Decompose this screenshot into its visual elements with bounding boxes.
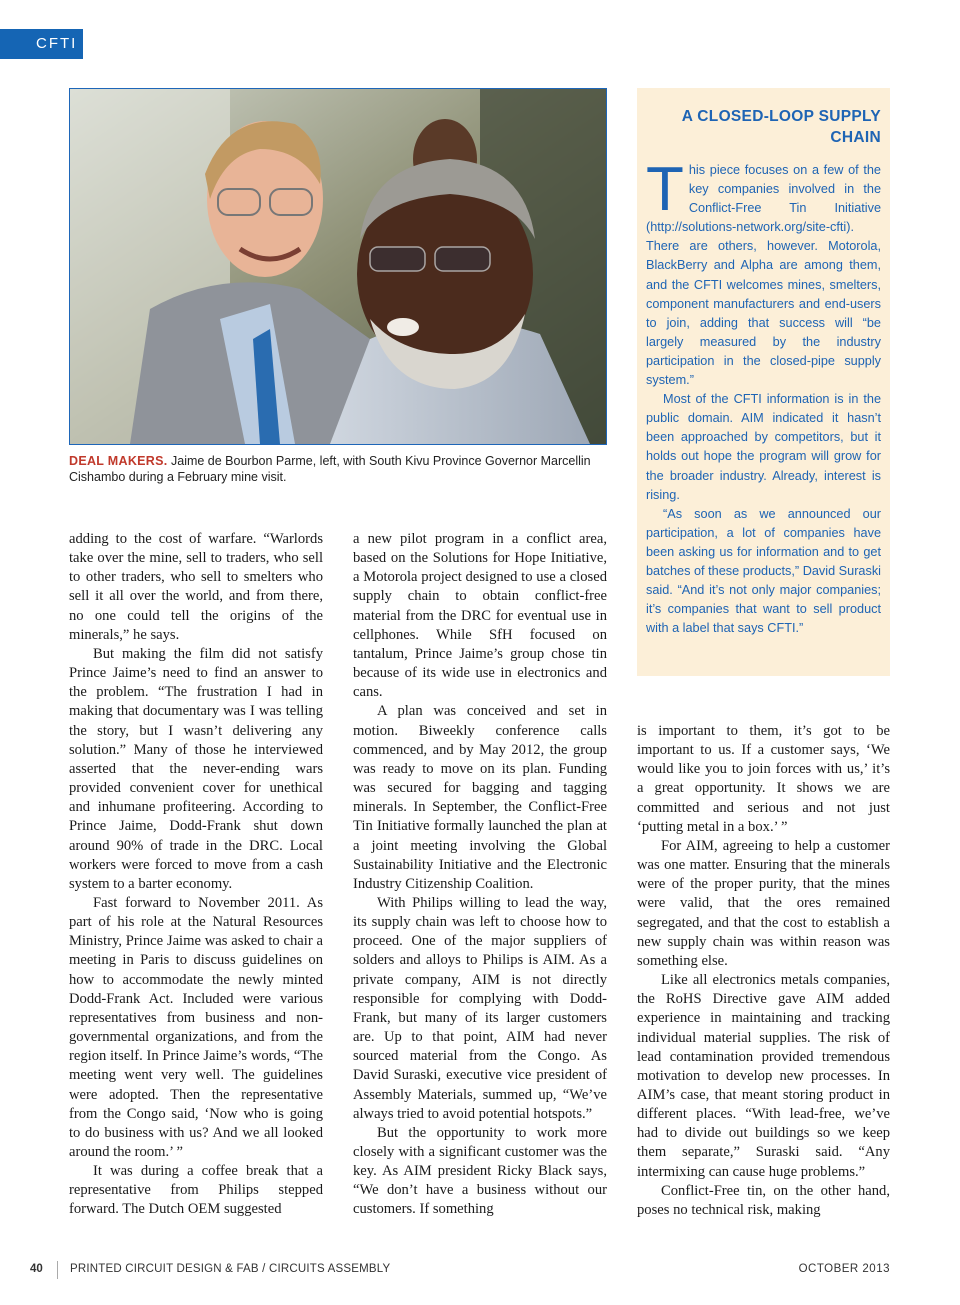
section-tag: CFTI: [0, 29, 83, 59]
sidebar-paragraph: Most of the CFTI information is in the public domain. AIM indicated it hasn’t been approached by competitors, but it holds out hope the program will grow for the broader industry. Already, interest is rising.: [646, 392, 881, 502]
photo-illustration: [70, 89, 606, 444]
sidebar-title: A CLOSED-LOOP SUPPLY CHAIN: [681, 108, 881, 146]
caption-text: Jaime de Bourbon Parme, left, with South Kivu Province Governor Marcellin Cishambo during a February mine visit.: [69, 454, 591, 484]
paragraph: With Philips willing to lead the way, its supply chain was left to choose how to proceed. One of the major suppliers of solders and alloys to Philips is AIM. As a private company, AIM is not directly responsible for complying with Dodd-Frank, but many of its larger customers are. Up to that point, AIM had never sourced material from the Congo. As David Suraski, executive vice president of Assembly Materials, summed up, “We’ve always tried to avoid potential hotspots.”: [353, 894, 607, 1122]
sidebar-paragraph-text: his piece focuses on a few of the key companies involved in the Conflict-Free Tin Initiative (http://solutions-network.org/site-cfti). There are others, however. Motorola, BlackBerry and Alpha are among them, and the CFTI welcomes mines, smelters, component manufacturers and end-users to join, adding that success will “be largely measured by the industry participation in the closed-pipe supply system.”: [646, 163, 881, 388]
sidebar-paragraph: [646, 155, 881, 390]
article-column-1: [69, 530, 323, 1220]
paragraph: Fast forward to November 2011. As part of his role at the Natural Resources Ministry, Prince Jaime was asked to chair a meeting in Paris to discuss guidelines on how to accommodate the newly minted Dodd-Frank Act. Included were various representatives from business and non-governmental organizations, and from the region itself. In Prince Jaime’s words, “The meeting went very well. The guidelines were adopted. Then the representative from the Congo said, ‘Now who is going to do business with us? And we all looked around the room.’ ”: [69, 894, 323, 1160]
page-number: 40: [30, 1263, 43, 1275]
paragraph: is important to them, it’s got to be important to us. If a customer says, ‘We would like you to join forces with us,’ it’s a great opportunity. It shows we are committed and serious and not just ‘putting metal in a box.’ ”: [637, 723, 890, 835]
photo-caption: [69, 453, 599, 485]
publication-name: PRINTED CIRCUIT DESIGN & FAB / CIRCUITS ASSEMBLY: [70, 1263, 391, 1275]
sidebar-box: [637, 88, 890, 676]
paragraph: But making the film did not satisfy Prince Jaime’s need to find an answer to the problem. “The frustration I had in making that documentary was I was telling the story, but I wasn’t delivering any solution.” Many of those he interviewed asserted that the never-ending wars provided convenient cover for unethical and inhumane profiteering. According to Prince Jaime, Dodd-Frank shut down around 90% of trade in the DRC. Local workers were forced to move from a cash system to a barter economy.: [69, 645, 323, 892]
article-column-2: [353, 530, 607, 1220]
issue-date: OCTOBER 2013: [798, 1263, 890, 1275]
paragraph: It was during a coffee break that a representative from Philips stepped forward. The Dutch OEM suggested: [69, 1163, 323, 1218]
drop-cap: T: [646, 155, 684, 224]
sidebar-body: [646, 155, 881, 638]
paragraph: Like all electronics metals companies, the RoHS Directive gave AIM added experience in maintaining and tracking individual material supplies. The risk of lead contamination provided tremendous motivation to develop new processes. In AIM’s case, that meant storing product in different places. “With lead-free, we’ve had to divide out buildings so we keep them separate,” Suraski said. “Any intermixing can cause huge problems.”: [637, 972, 890, 1180]
caption-lead: DEAL MAKERS.: [69, 454, 168, 468]
sidebar-paragraph: “As soon as we announced our participation, a lot of companies have been asking us for information and to get batches of these products,” David Suraski said. “And it’s not only major companies; it’s companies that want to sell product with a label that says CFTI.”: [646, 506, 881, 636]
paragraph: a new pilot program in a conflict area, based on the Solutions for Hope Initiative, a Motorola project designed to use a closed supply chain to obtain conflict-free material from the DRC for eventual use in cellphones. While SfH focused on tantalum, Prince Jaime’s group chose tin because of its wide use in electronics and cans.: [353, 531, 607, 701]
paragraph: But the opportunity to work more closely with a significant customer was the key. As AIM president Ricky Black says, “We don’t have a business without our customers. If something: [353, 1124, 607, 1218]
paragraph: adding to the cost of warfare. “Warlords take over the mine, sell to traders, who sell to other traders, who sell to smelters who sell it all over the world, and from there, no one could tell the origins of the minerals,” he says.: [69, 531, 323, 643]
paragraph: For AIM, agreeing to help a customer was one matter. Ensuring that the minerals were of the proper purity, that the mines were valid, that the ores remained segregated, and that the cost to establish a new supply chain was within reason was something else.: [637, 837, 890, 969]
article-column-3: [637, 722, 890, 1220]
page-footer: [30, 1263, 890, 1279]
footer-divider: [57, 1261, 58, 1279]
paragraph: A plan was conceived and set in motion. Biweekly conference calls commenced, and by May 2012, the group was ready to move on its plan. Funding was secured for bagging and tagging minerals. In September, the Conflict-Free Tin Initiative formally launched the plan at a joint meeting involving the Global Sustainability Initiative and the Electronic Industry Citizenship Coalition.: [353, 703, 607, 892]
paragraph: Conflict-Free tin, on the other hand, poses no technical risk, making: [637, 1182, 890, 1218]
article-photo: [69, 88, 607, 445]
